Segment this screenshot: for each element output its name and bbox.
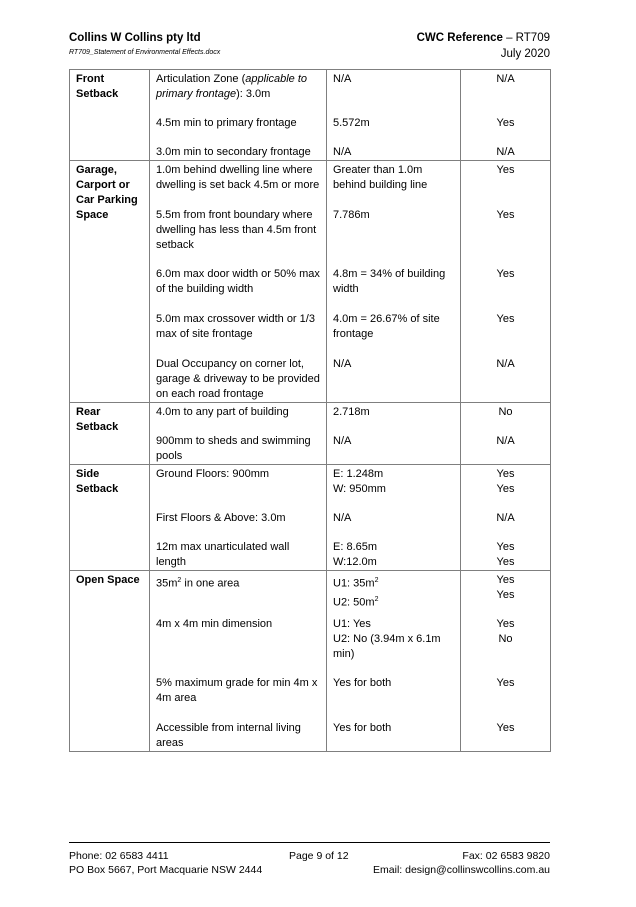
category-side-setback: Side Setback xyxy=(70,465,150,571)
footer-phone: Phone: 02 6583 4411 xyxy=(69,850,169,862)
control-cell: Ground Floors: 900mm First Floors & Above: 3.0m 12m max unarticulated wall length xyxy=(150,465,327,571)
table-row xyxy=(70,465,551,571)
proposed-cell: Greater than 1.0m behind building line 7.786m 4.8m = 34% of building width 4.0m = 26.67% of site frontage N/A xyxy=(327,161,461,403)
control-secondary-frontage: 3.0m min to secondary frontage xyxy=(156,146,311,158)
proposed-cell: U1: $35m^2$ U2: $50m^2$ U1: Yes U2: No (3.94m x 6.1m min) Yes for both Yes for both xyxy=(327,571,461,752)
complies-cell: No N/A xyxy=(461,403,551,465)
category-garage: Garage, Carport or Car Parking Space xyxy=(70,161,150,403)
reference-value: – RT709 xyxy=(502,32,550,44)
control-area: $35m^2$ in one area xyxy=(156,577,240,590)
control-cell: 4.0m to any part of building 900mm to sheds and swimming pools xyxy=(150,403,327,465)
document-filename: RT709_Statement of Environmental Effects.docx xyxy=(69,49,221,56)
table-row xyxy=(70,403,551,465)
document-date: July 2020 xyxy=(500,48,550,60)
reference-label: CWC Reference xyxy=(416,32,503,44)
table-row xyxy=(70,70,551,161)
control-cell: 1.0m behind dwelling line where dwelling is set back 4.5m or more 5.5m from front boundary where dwelling has less than 4.5m front setback 6.0m max door width or 50% max of the building width 5.0m max crossover width or 1/3 max of site frontage Dual Occupancy on corner lot, garage & driveway to be provided on each road frontage xyxy=(150,161,327,403)
proposed-cell: 2.718m N/A xyxy=(327,403,461,465)
footer-fax: Fax: 02 6583 9820 xyxy=(462,850,550,862)
proposed-cell: N/A 5.572m N/A xyxy=(327,70,461,161)
compliance-table xyxy=(69,69,551,752)
page-number: Page 9 of 12 xyxy=(289,850,349,862)
footer-address: PO Box 5667, Port Macquarie NSW 2444 xyxy=(69,864,263,876)
page-footer xyxy=(69,842,550,877)
u2-area: U2: $50m^2$ xyxy=(333,595,379,609)
reference-line xyxy=(417,30,550,46)
table-row xyxy=(70,161,551,403)
category-rear-setback: Rear Setback xyxy=(70,403,150,465)
category-front-setback: Front Setback xyxy=(70,70,150,161)
control-articulation-zone: Articulation Zone (applicable to primary frontage): 3.0m xyxy=(156,73,308,100)
complies-cell: N/A Yes N/A xyxy=(461,70,551,161)
category-open-space: Open Space xyxy=(70,571,150,752)
complies-cell: Yes Yes N/A Yes Yes xyxy=(461,465,551,571)
u1-area: U1: $35m^2$ xyxy=(333,577,379,590)
complies-cell: Yes Yes Yes Yes N/A xyxy=(461,161,551,403)
control-primary-frontage: 4.5m min to primary frontage xyxy=(156,117,297,129)
control-cell xyxy=(150,70,327,161)
footer-email[interactable]: Email: design@collinswcollins.com.au xyxy=(373,864,550,876)
company-name: Collins W Collins pty ltd xyxy=(69,32,201,44)
control-cell: $35m^2$ in one area 4m x 4m min dimension 5% maximum grade for min 4m x 4m area Accessible from internal living areas xyxy=(150,571,327,752)
proposed-cell: E: 1.248m W: 950mm N/A E: 8.65m W:12.0m xyxy=(327,465,461,571)
table-row xyxy=(70,571,551,752)
complies-cell: Yes Yes Yes No Yes Yes xyxy=(461,571,551,752)
